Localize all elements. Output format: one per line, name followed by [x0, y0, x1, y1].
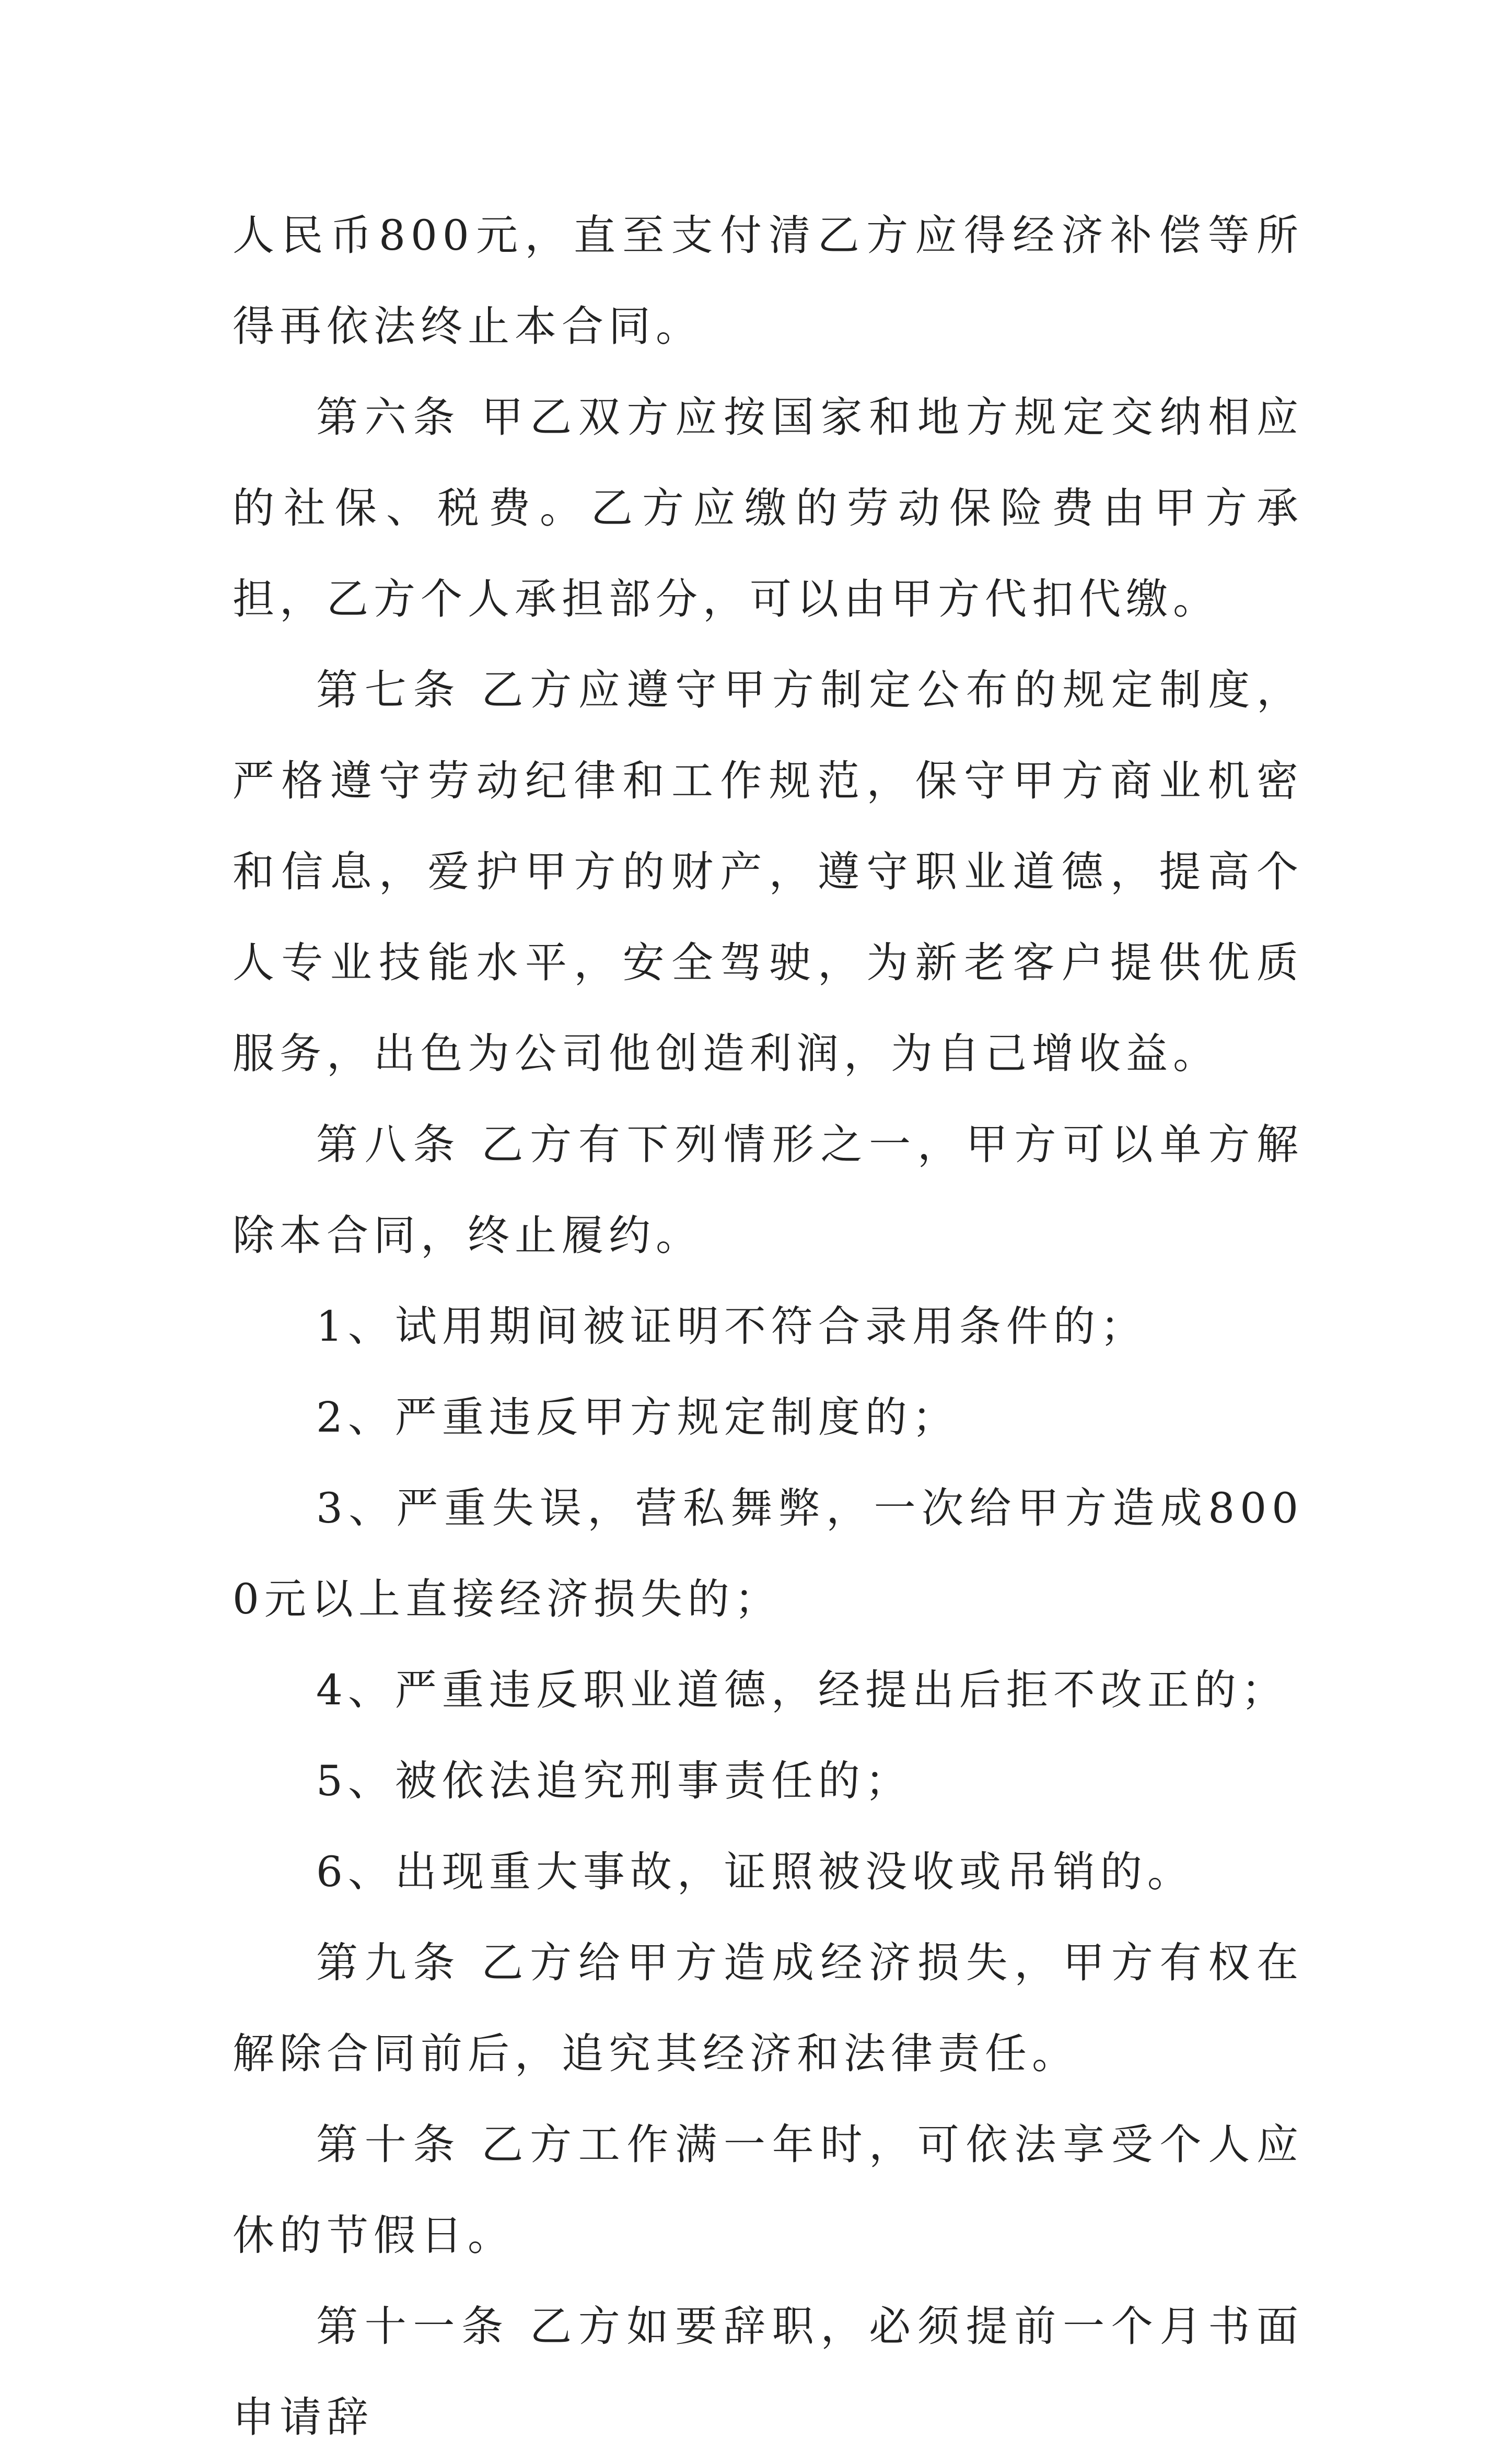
list-item-6: 6、出现重大事故，证照被没收或吊销的。 — [316, 1848, 1194, 1896]
list-item-3: 3、严重失误，营私舞弊，一次给甲方造成8000元以上直接经济损失的； — [232, 1484, 1304, 1623]
contract-body — [232, 190, 1304, 2463]
list-item-1: 1、试用期间被证明不符合录用条件的； — [316, 1302, 1147, 1351]
paragraph-article-9: 第九条 乙方给甲方造成经济损失，甲方有权在解除合同前后，追究其经济和法律责任。 — [232, 1938, 1304, 2078]
paragraph-article-10: 第十条 乙方工作满一年时，可依法享受个人应休的节假日。 — [232, 2120, 1304, 2260]
paragraph-article-11: 第十一条 乙方如要辞职，必须提前一个月书面申请辞 — [232, 2302, 1304, 2442]
paragraph-continuation: 人民币800元，直至支付清乙方应得经济补偿等所得再依法终止本合同。 — [232, 211, 1304, 351]
paragraph-article-8: 第八条 乙方有下列情形之一，甲方可以单方解除本合同，终止履约。 — [232, 1120, 1304, 1260]
list-item-2: 2、严重违反甲方规定制度的； — [316, 1393, 959, 1442]
list-item-4: 4、严重违反职业道德，经提出后拒不改正的； — [316, 1666, 1288, 1714]
paragraph-article-6: 第六条 甲乙双方应按国家和地方规定交纳相应的社保、税费。乙方应缴的劳动保险费由甲方承担，乙方个人承担部分，可以由甲方代扣代缴。 — [232, 393, 1304, 623]
list-item-5: 5、被依法追究刑事责任的； — [316, 1757, 912, 1805]
paragraph-article-7: 第七条 乙方应遵守甲方制定公布的规定制度，严格遵守劳动纪律和工作规范，保守甲方商业机密和信息，爱护甲方的财产，遵守职业道德，提高个人专业技能水平，安全驾驶，为新老客户提供优质服务，出色为公司他创造利润，为自己增收益。 — [232, 666, 1304, 1078]
